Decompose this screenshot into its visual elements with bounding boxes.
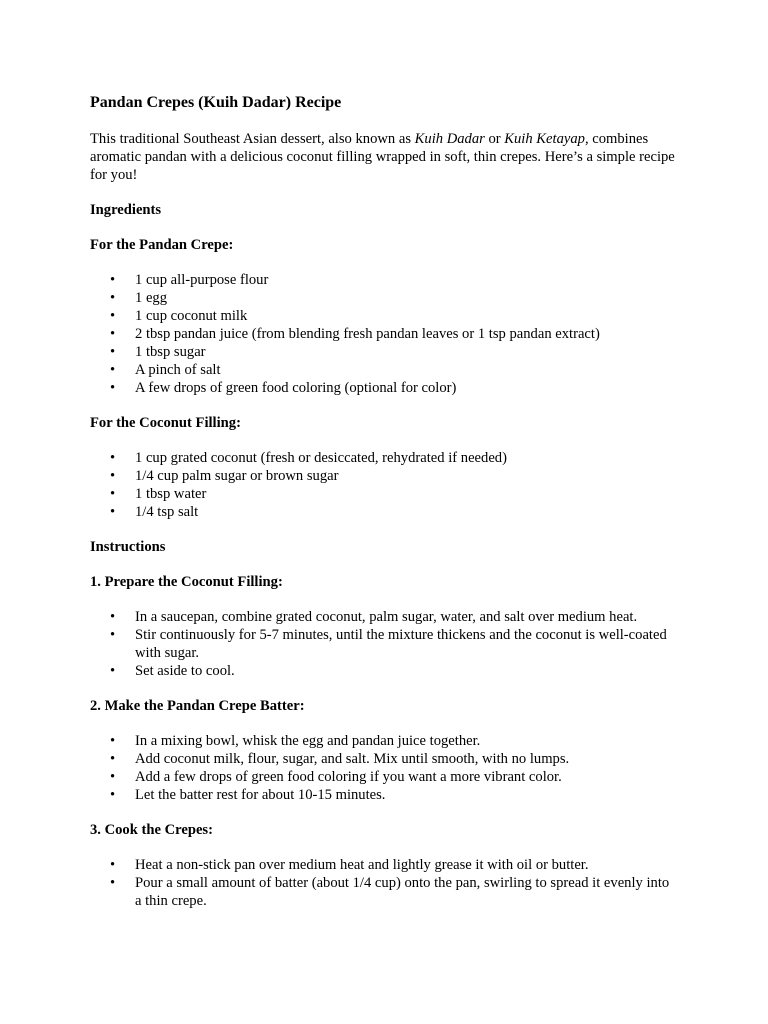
list-item [90, 608, 675, 626]
list-item-text: 1/4 tsp salt [135, 504, 199, 520]
bullet-icon: • [110, 380, 116, 396]
list-item-text: In a saucepan, combine grated coconut, palm sugar, water, and salt over medium heat. [135, 609, 638, 625]
list-item-text: A few drops of green food coloring (optional for color) [135, 380, 457, 396]
list-item-text: 1/4 cup palm sugar or brown sugar [135, 468, 339, 484]
filling-ingredient-list [90, 449, 675, 521]
list-item-text: A pinch of salt [135, 362, 221, 378]
bullet-icon: • [110, 504, 116, 520]
list-item [90, 325, 675, 343]
bullet-icon: • [110, 486, 116, 502]
list-item [90, 786, 675, 804]
step2-list [90, 732, 675, 804]
list-item [90, 485, 675, 503]
list-item [90, 768, 675, 786]
list-item [90, 662, 675, 680]
list-item-text: Add coconut milk, flour, sugar, and salt. Mix until smooth, with no lumps. [135, 751, 570, 767]
step1-heading: 1. Prepare the Coconut Filling: [90, 574, 283, 590]
intro-paragraph [90, 130, 675, 184]
list-item-text: Pour a small amount of batter (about 1/4 cup) onto the pan, swirling to spread it evenly into a thin crepe. [135, 875, 670, 909]
filling-heading: For the Coconut Filling: [90, 415, 241, 431]
intro-text-before: This traditional Southeast Asian dessert, also known as [90, 131, 415, 147]
list-item [90, 732, 675, 750]
crepe-heading: For the Pandan Crepe: [90, 237, 234, 253]
list-item-text: 1 tbsp sugar [135, 344, 206, 360]
bullet-icon: • [110, 272, 116, 288]
bullet-icon: • [110, 450, 116, 466]
intro-name-kuih-dadar: Kuih Dadar [414, 131, 485, 147]
list-item [90, 874, 675, 910]
bullet-icon: • [110, 362, 116, 378]
bullet-icon: • [110, 769, 116, 785]
crepe-ingredient-list [90, 271, 675, 397]
step1-list [90, 608, 675, 680]
bullet-icon: • [110, 344, 116, 360]
list-item [90, 449, 675, 467]
list-item-text: 1 cup grated coconut (fresh or desiccated, rehydrated if needed) [135, 450, 507, 466]
list-item-text: 1 egg [135, 290, 168, 306]
intro-name-kuih-ketayap: Kuih Ketayap [504, 131, 585, 147]
list-item-text: In a mixing bowl, whisk the egg and pandan juice together. [135, 733, 481, 749]
list-item-text: Heat a non-stick pan over medium heat and lightly grease it with oil or butter. [135, 857, 589, 873]
list-item-text: Let the batter rest for about 10-15 minutes. [135, 787, 386, 803]
bullet-icon: • [110, 308, 116, 324]
list-item [90, 289, 675, 307]
step3-heading: 3. Cook the Crepes: [90, 822, 213, 838]
bullet-icon: • [110, 857, 116, 873]
list-item-text: 1 tbsp water [135, 486, 207, 502]
list-item [90, 379, 675, 397]
bullet-icon: • [110, 875, 116, 891]
list-item-text: 2 tbsp pandan juice (from blending fresh pandan leaves or 1 tsp pandan extract) [135, 326, 600, 342]
intro-text-or: or [484, 131, 505, 147]
step2-heading: 2. Make the Pandan Crepe Batter: [90, 698, 305, 714]
bullet-icon: • [110, 733, 116, 749]
list-item-text: 1 cup all-purpose flour [135, 272, 269, 288]
document-page [90, 92, 675, 927]
bullet-icon: • [110, 290, 116, 306]
ingredients-heading: Ingredients [90, 202, 162, 218]
list-item [90, 307, 675, 325]
bullet-icon: • [110, 787, 116, 803]
list-item [90, 467, 675, 485]
step3-list [90, 856, 675, 910]
list-item [90, 856, 675, 874]
list-item-text: 1 cup coconut milk [135, 308, 248, 324]
bullet-icon: • [110, 663, 116, 679]
bullet-icon: • [110, 609, 116, 625]
list-item [90, 361, 675, 379]
bullet-icon: • [110, 627, 116, 643]
list-item [90, 343, 675, 361]
bullet-icon: • [110, 326, 116, 342]
bullet-icon: • [110, 468, 116, 484]
list-item-text: Add a few drops of green food coloring if you want a more vibrant color. [135, 769, 562, 785]
list-item [90, 750, 675, 768]
list-item-text: Set aside to cool. [135, 663, 235, 679]
document-title: Pandan Crepes (Kuih Dadar) Recipe [90, 94, 342, 111]
list-item [90, 626, 675, 662]
list-item [90, 503, 675, 521]
list-item [90, 271, 675, 289]
instructions-heading: Instructions [90, 539, 166, 555]
list-item-text: Stir continuously for 5-7 minutes, until the mixture thickens and the coconut is well-coated with sugar. [135, 627, 667, 661]
intro-text-after: , combines aromatic pandan with a delicious coconut filling wrapped in soft, thin crepes. Here’s a simple recipe for you! [90, 131, 675, 183]
bullet-icon: • [110, 751, 116, 767]
